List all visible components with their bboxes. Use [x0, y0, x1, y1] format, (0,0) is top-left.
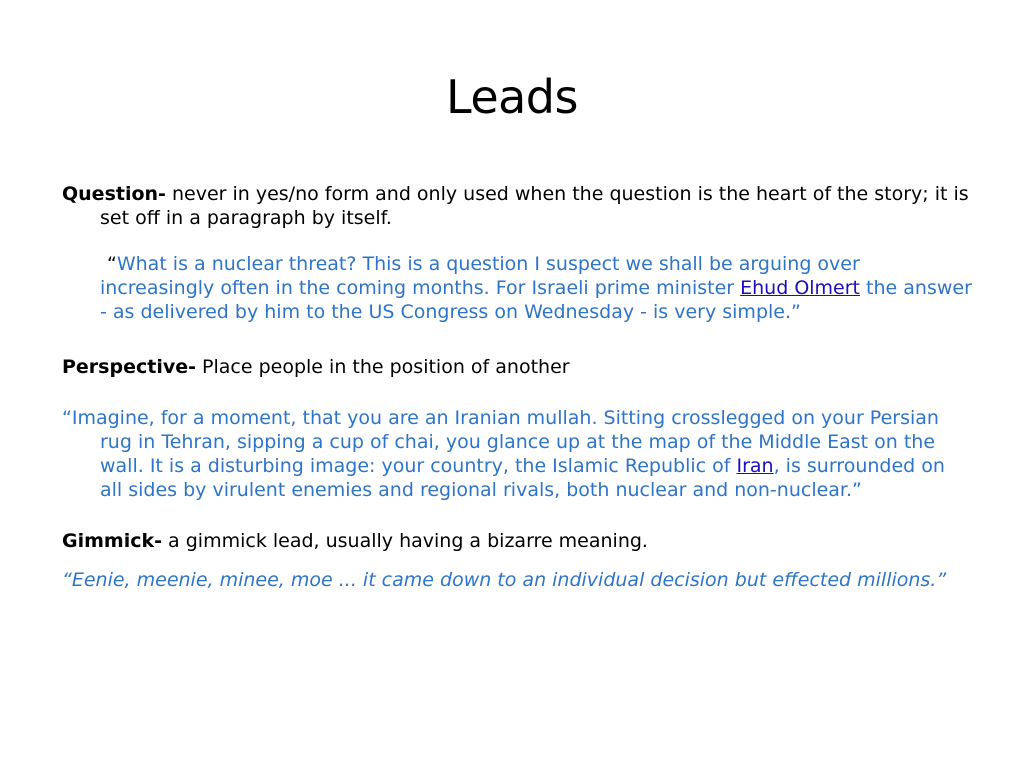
gimmick-definition	[62, 529, 972, 553]
gimmick-definition-text: a gimmick lead, usually having a bizarre meaning.	[162, 530, 648, 552]
gimmick-quote: “Eenie, meenie, minee, moe ... it came down to an individual decision but effected millions.”	[62, 569, 947, 591]
question-quote-part1: What is a nuclear threat? This is a question I suspect we shall be arguing over increasingly often in the coming months. For Israeli prime minister	[100, 253, 860, 299]
question-quote-part2: the answer - as delivered by him to the US Congress on Wednesday - is very simple.”	[100, 277, 972, 323]
perspective-quote-part1: “Imagine, for a moment, that you are an Iranian mullah. Sitting crosslegged on your Persian rug in Tehran, sipping a cup of chai, you glance up at the map of the Middle East on the wall. It is a disturbing image: your country, the Islamic Republic of	[62, 407, 939, 477]
perspective-definition-text: Place people in the position of another	[196, 356, 570, 378]
iran-link[interactable]: Iran	[736, 455, 774, 477]
spacer	[62, 230, 972, 252]
slide-content	[62, 182, 972, 592]
spacer	[62, 553, 972, 568]
question-definition-text: never in yes/no form and only used when the question is the heart of the story; it is set off in a paragraph by itself.	[100, 183, 969, 229]
gimmick-term: Gimmick-	[62, 530, 163, 552]
perspective-quote-part2: , is surrounded on all sides by virulent enemies and regional rivals, both nuclear and non-nuclear.”	[100, 455, 945, 501]
spacer	[62, 502, 972, 529]
question-definition	[62, 182, 972, 230]
question-quote-open: “	[107, 253, 117, 275]
question-term: Question-	[62, 183, 166, 205]
perspective-definition	[62, 355, 972, 379]
perspective-term: Perspective-	[62, 356, 196, 378]
slide-title: Leads	[446, 70, 578, 124]
question-quote	[62, 252, 972, 324]
spacer	[62, 379, 972, 406]
spacer	[62, 324, 972, 355]
ehud-olmert-link[interactable]: Ehud Olmert	[740, 277, 861, 299]
perspective-quote	[62, 406, 972, 502]
